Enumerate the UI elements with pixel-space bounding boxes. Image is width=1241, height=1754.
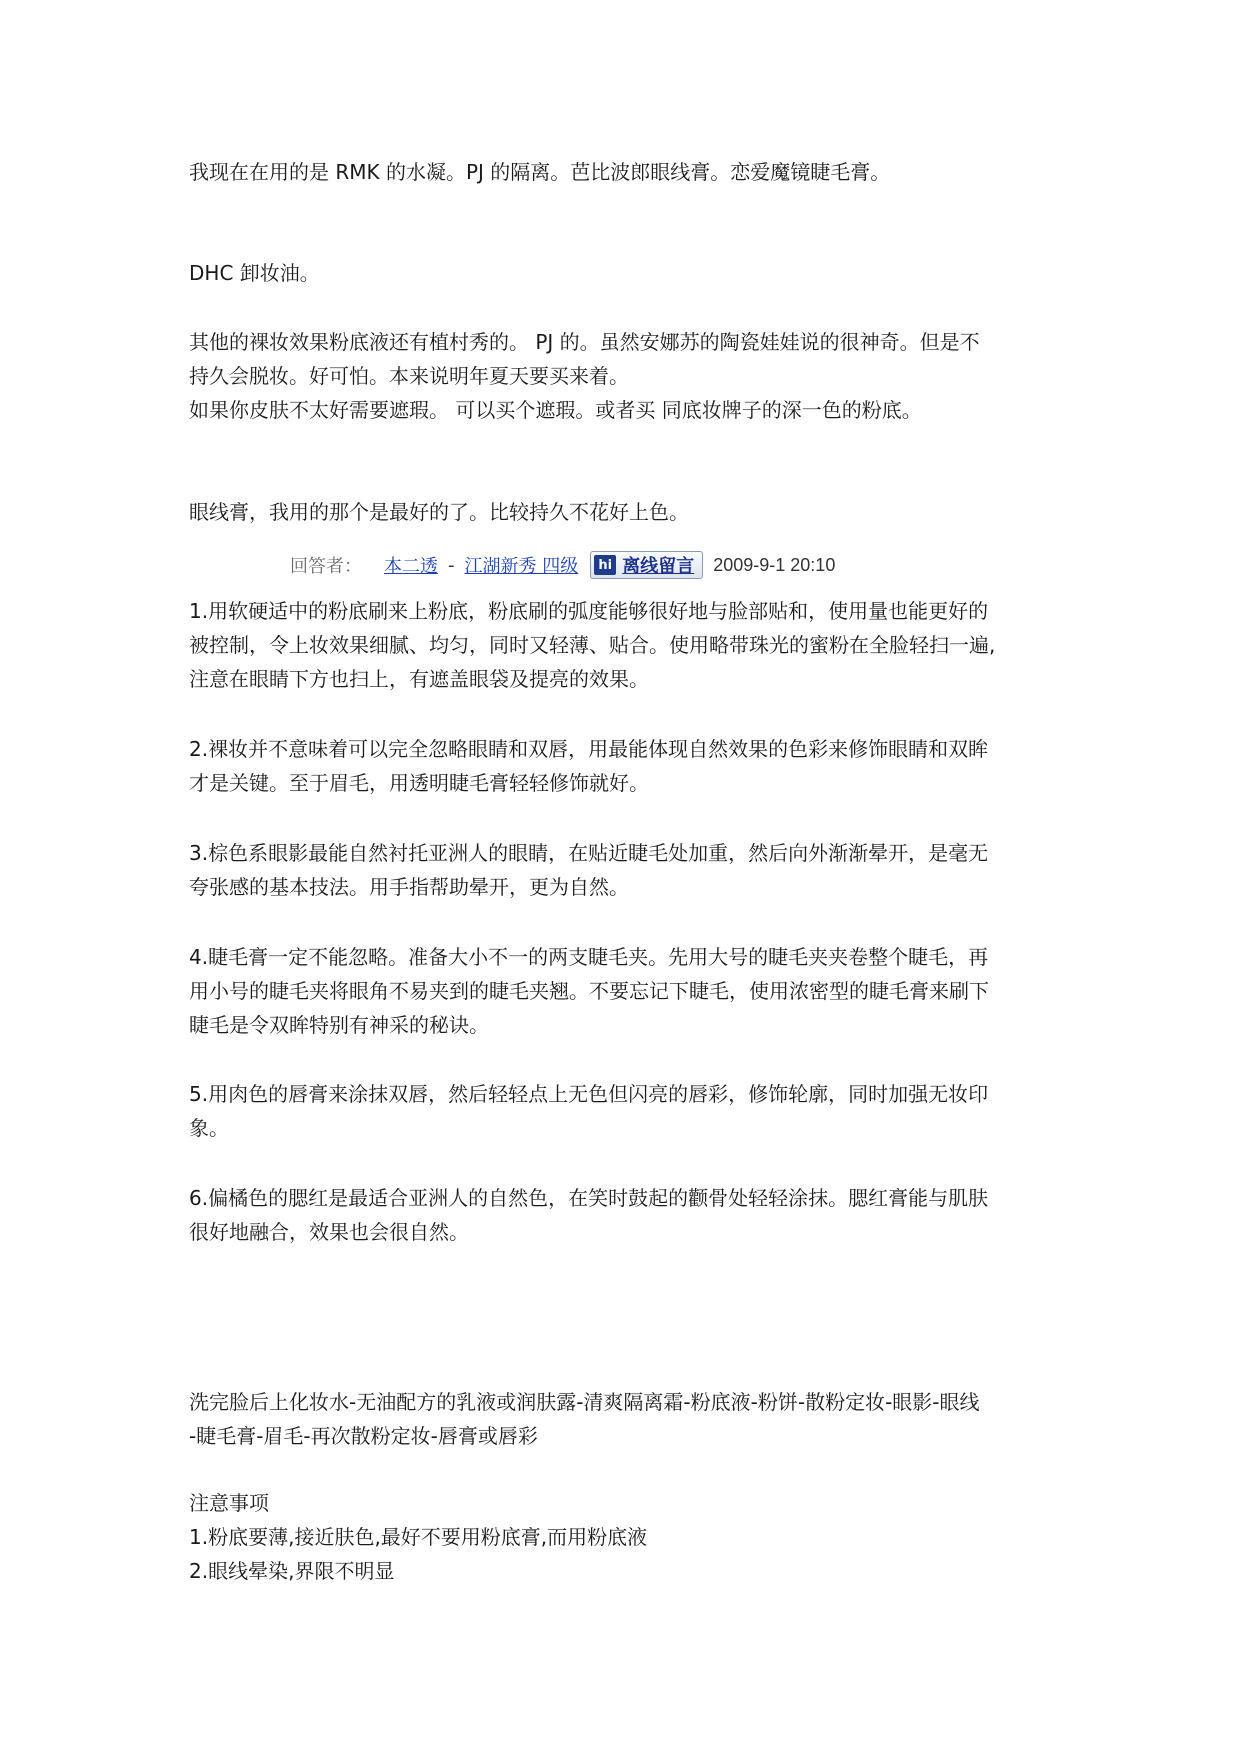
- tip-line: 4.睫毛膏一定不能忽略。准备大小不一的两支睫毛夹。先用大号的睫毛夹夹卷整个睫毛，再: [189, 945, 989, 969]
- answerer-rank-link[interactable]: 江湖新秀 四级: [464, 556, 579, 577]
- tip-line: 才是关键。至于眉毛，用透明睫毛膏轻轻修饰就好。: [189, 771, 649, 795]
- tip-4-paragraph: [189, 940, 1069, 1042]
- answerer-separator: -: [448, 554, 455, 576]
- tip-line: 很好地融合，效果也会很自然。: [189, 1220, 469, 1244]
- eyeliner-line: 眼线膏，我用的那个是最好的了。比较持久不花好上色。: [189, 500, 689, 524]
- offline-message-button[interactable]: [590, 551, 703, 579]
- notes-item: 1.粉底要薄,接近肤色,最好不要用粉底膏,而用粉底液: [189, 1525, 648, 1549]
- routine-line-2: -睫毛膏-眉毛-再次散粉定妆-唇膏或唇彩: [189, 1424, 538, 1448]
- tip-3-paragraph: [189, 836, 1069, 904]
- notes-title: 注意事项: [189, 1491, 269, 1515]
- tip-line: 1.用软硬适中的粉底刷来上粉底，粉底刷的弧度能够很好地与脸部贴和，使用量也能更好的: [189, 599, 989, 623]
- tip-line: 睫毛是令双眸特别有神采的秘诀。: [189, 1013, 489, 1037]
- other-line-1: 其他的裸妆效果粉底液还有植村秀的。 PJ 的。虽然安娜苏的陶瓷娃娃说的很神奇。但是不: [189, 330, 980, 354]
- eyeliner-paragraph: [189, 495, 1069, 529]
- hi-message-icon: hi: [594, 555, 616, 575]
- concealer-line: 如果你皮肤不太好需要遮瑕。 可以买个遮瑕。或者买 同底妆牌子的深一色的粉底。: [189, 398, 922, 422]
- answerer-label: 回答者：: [290, 556, 362, 577]
- other-products-paragraph: [189, 325, 1069, 427]
- tip-line: 夸张感的基本技法。用手指帮助晕开，更为自然。: [189, 875, 629, 899]
- tip-line: 2.裸妆并不意味着可以完全忽略眼睛和双唇，用最能体现自然效果的色彩来修饰眼睛和双眸: [189, 737, 989, 761]
- tip-line: 6.偏橘色的腮红是最适合亚洲人的自然色，在笑时鼓起的颧骨处轻轻涂抹。腮红膏能与肌肤: [189, 1186, 989, 1210]
- answerer-user-link[interactable]: 本二透: [384, 556, 438, 577]
- tip-line: 5.用肉色的唇膏来涂抹双唇，然后轻轻点上无色但闪亮的唇彩，修饰轮廓，同时加强无妆印: [189, 1082, 989, 1106]
- remover-line: DHC 卸妆油。: [189, 261, 320, 285]
- notes-section: [189, 1486, 1069, 1588]
- tip-line: 被控制，令上妆效果细腻、均匀，同时又轻薄、贴合。使用略带珠光的蜜粉在全脸轻扫一遍,: [189, 633, 996, 657]
- tip-6-paragraph: [189, 1181, 1069, 1249]
- other-line-2: 持久会脱妆。好可怕。本来说明年夏天要买来着。: [189, 364, 629, 388]
- tip-line: 用小号的睫毛夹将眼角不易夹到的睫毛夹翘。不要忘记下睫毛，使用浓密型的睫毛膏来刷下: [189, 979, 989, 1003]
- notes-item: 2.眼线晕染,界限不明显: [189, 1559, 395, 1583]
- products-paragraph: [189, 155, 1069, 189]
- answer-date: 2009-9-1 20:10: [713, 554, 836, 575]
- offline-message-label: 离线留言: [622, 556, 695, 577]
- routine-line-1: 洗完脸后上化妆水-无油配方的乳液或润肤露-清爽隔离霜-粉底液-粉饼-散粉定妆-眼影-眼线: [189, 1390, 980, 1414]
- remover-paragraph: [189, 256, 1069, 290]
- routine-paragraph: [189, 1385, 1069, 1453]
- tip-line: 象。: [189, 1116, 229, 1140]
- tip-line: 3.棕色系眼影最能自然衬托亚洲人的眼睛，在贴近睫毛处加重，然后向外渐渐晕开，是毫无: [189, 841, 989, 865]
- tip-2-paragraph: [189, 732, 1069, 800]
- products-line: 我现在在用的是 RMK 的水凝。PJ 的隔离。芭比波郎眼线膏。恋爱魔镜睫毛膏。: [189, 160, 891, 184]
- answerer-info: [290, 548, 835, 582]
- tip-5-paragraph: [189, 1077, 1069, 1145]
- tip-1-paragraph: [189, 594, 1069, 696]
- tip-line: 注意在眼睛下方也扫上，有遮盖眼袋及提亮的效果。: [189, 667, 649, 691]
